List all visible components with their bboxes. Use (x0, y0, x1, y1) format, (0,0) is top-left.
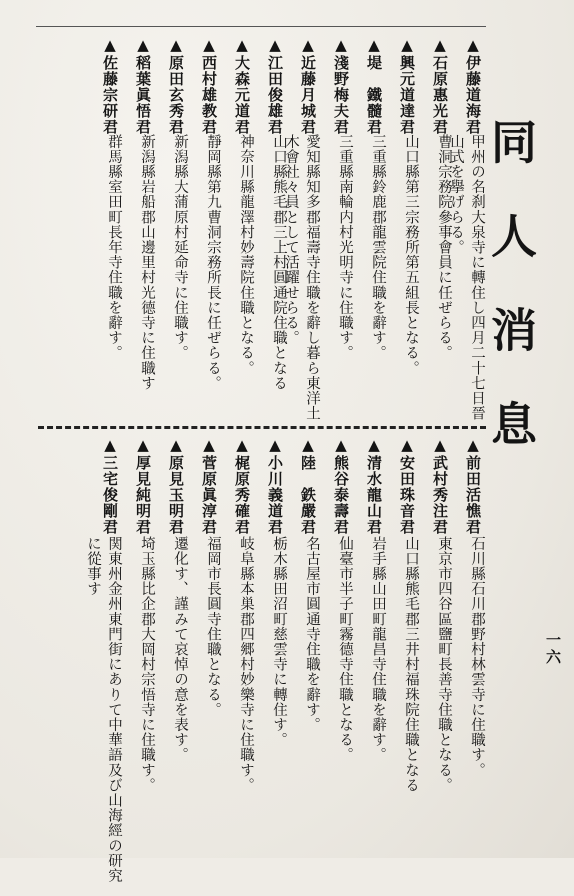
notice-description: 石川縣石川郡野村林雲寺に住職す。 (469, 536, 485, 778)
notice-name: ▲熊谷泰壽君 (332, 436, 350, 535)
notice-entry (85, 436, 122, 896)
notice-name: ▲清水龍山君 (365, 436, 383, 535)
notice-entry (359, 436, 385, 896)
notice-entry (392, 36, 418, 434)
notice-name: ▲前田活憔君 (464, 436, 482, 535)
notice-entry (425, 36, 451, 434)
notice-name: ▲淺野梅夫君 (332, 36, 350, 135)
notice-entry (161, 436, 187, 896)
notice-entry (194, 36, 220, 434)
notice-name: ▲原田玄秀君 (167, 36, 185, 135)
notice-description: 神奈川縣龍澤村妙壽院住職となる。 (238, 134, 254, 376)
notice-description: 埼玉縣比企郡大岡村宗悟寺に住職す。 (139, 536, 155, 793)
notice-entry (194, 436, 220, 896)
notice-name: ▲原見玉明君 (167, 436, 185, 535)
notice-name: ▲安田珠音君 (398, 436, 416, 535)
notice-entry (458, 436, 484, 896)
notice-description: 三重縣南輪内村光明寺に住職す。 (337, 134, 353, 361)
notice-entry (448, 36, 485, 434)
notice-entry (326, 36, 352, 434)
notice-name: ▲石原惠光君 (431, 36, 449, 135)
notice-entry (227, 36, 253, 434)
notice-description: 栃木縣田沼町慈雲寺に轉住す。 (271, 536, 287, 748)
notice-name: ▲厚見純明君 (134, 436, 152, 535)
notice-description: 岩手縣山田町龍昌寺住職を辭す。 (370, 536, 386, 763)
notice-description: 山口縣熊毛郡三井村福珠院住職となる (403, 536, 419, 793)
notice-entry (95, 36, 121, 434)
notice-name: ▲佐藤宗研君 (101, 36, 119, 135)
notice-description: 東京市四谷區鹽町長善寺住職となる。 (436, 536, 452, 793)
notice-entry (392, 436, 418, 896)
notice-description: 山口縣第三宗務所第五組長となる。 (403, 134, 419, 376)
notice-entry (227, 436, 253, 896)
notice-entry (128, 436, 154, 896)
notice-name: ▲稻葉眞悟君 (134, 36, 152, 135)
notice-description: 仙臺市半子町霧德寺住職となる。 (337, 536, 353, 763)
page-title: 同人消息 (484, 118, 538, 494)
notice-name: ▲武村秀注君 (431, 436, 449, 535)
notice-description: 名古屋市圓通寺住職を辭す。 (304, 536, 320, 733)
notice-entry (359, 36, 385, 434)
notice-entry (128, 36, 154, 434)
notice-description: 山口縣熊毛郡三上村圓通院住職となる (271, 134, 287, 391)
notice-description: 甲州の名刹大泉寺に轉住し四月二十七日晉山式を擧げらる。 (448, 134, 485, 421)
notice-name: ▲江田俊雄君 (266, 36, 284, 135)
notice-description: 愛知縣知多郡福壽寺住職を辭し暮ら東洋土木會社々員として活躍せらる。 (283, 134, 320, 421)
top-rule (36, 26, 486, 27)
notice-name: ▲近藤月城君 (299, 36, 317, 135)
notice-name: ▲興元道達君 (398, 36, 416, 135)
notice-name: ▲菅原眞淳君 (200, 436, 218, 535)
notice-description: 岐阜縣本巣郡四郷村妙樂寺に住職す。 (238, 536, 254, 793)
notice-name: ▲西村雄教君 (200, 36, 218, 135)
notice-entry (326, 436, 352, 896)
notice-entry (260, 436, 286, 896)
notice-name: ▲三宅俊剛君 (101, 436, 119, 535)
notice-name: ▲伊藤道海君 (464, 36, 482, 135)
notice-description: 群馬縣室田町長年寺住職を辭す。 (106, 134, 122, 361)
notice-entry (283, 36, 320, 434)
notice-entry (260, 36, 286, 434)
notice-name: ▲陸 鉄嚴君 (299, 436, 317, 535)
notice-description: 遷化す、謹みて哀悼の意を表す。 (172, 536, 188, 763)
notice-description: 三重縣鈴鹿郡龍雲院住職を辭す。 (370, 134, 386, 361)
notice-entry (161, 36, 187, 434)
notice-description: 靜岡縣第九曹洞宗務所長に任ぜらる。 (205, 134, 221, 391)
notice-name: ▲小川義道君 (266, 436, 284, 535)
notice-name: ▲大森元道君 (233, 36, 251, 135)
notice-entry (425, 436, 451, 896)
notice-entry (293, 436, 319, 896)
page-number: 一六 (544, 632, 562, 666)
notice-description: 新潟縣岩船郡山邊里村光德寺に住職す (139, 134, 155, 391)
notice-name: ▲堤 鐵髓君 (365, 36, 383, 135)
notice-description: 関東州金州東門街にありて中華語及び山海經の研究に從事す (85, 536, 122, 884)
notice-description: 新潟縣大蒲原村延命寺に住職す。 (172, 134, 188, 361)
notice-description: 福岡市長圓寺住職となる。 (205, 536, 221, 718)
notice-description: 曹洞宗務院參事會員に任ぜらる。 (436, 134, 452, 361)
notice-name: ▲梶原秀確君 (233, 436, 251, 535)
